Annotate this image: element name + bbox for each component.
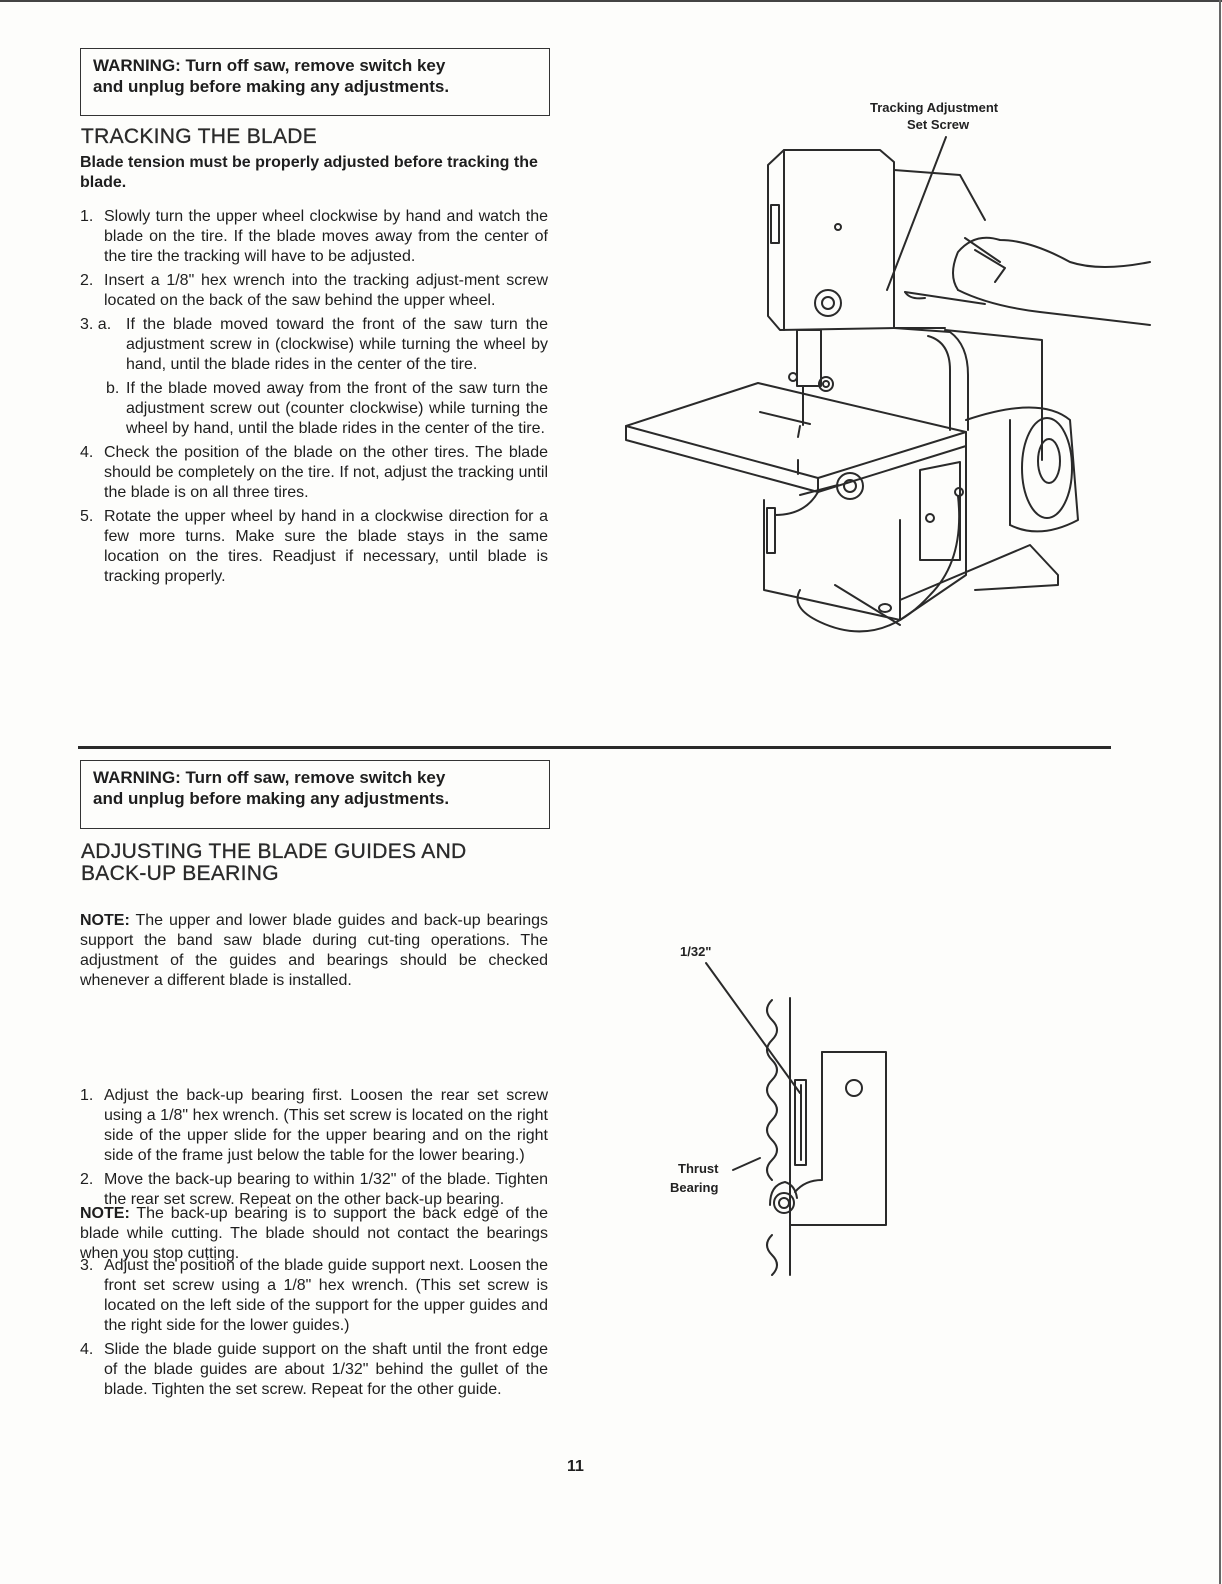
note-text: The upper and lower blade guides and back-up bearings support the band saw blade during cut-ting operations. The adjustment of the guides and bearings should be checked whenever a different blade is installed. — [80, 912, 548, 989]
heading-line-2: BACK-UP BEARING — [81, 862, 279, 885]
step-text: Slide the blade guide support on the shaft until the front edge of the blade guides are about 1/32" behind the gullet of the blade. Tighten the set screw. Repeat for the other guide. — [104, 1341, 548, 1398]
heading-tracking-the-blade: TRACKING THE BLADE — [81, 125, 318, 148]
step-text: Adjust the position of the blade guide support next. Loosen the front set screw using a 1/8" hex wrench. (This set screw is located on the left side of the support for the upper guides and the right side for the lower guides.) — [104, 1257, 548, 1334]
thrust-bearing-illustration — [706, 963, 886, 1275]
step-number: 2. — [80, 1171, 94, 1188]
step-number: 1. — [80, 208, 94, 225]
page-number: 11 — [567, 1458, 584, 1475]
step-text: Check the position of the blade on the other tires. The blade should be completely on the tire. If not, adjust the tracking until the blade is on all three tires. — [104, 444, 548, 501]
band-saw-illustration — [626, 137, 1150, 631]
step-number: 4. — [80, 444, 94, 461]
warning-line-1: WARNING: Turn off saw, remove switch key — [93, 768, 446, 787]
step-text: Rotate the upper wheel by hand in a clockwise direction for a few more turns. Make sure the blade stays in the same location on the tires. Readjust if necessary, until blade is tracking properly. — [104, 508, 548, 585]
step-text: If the blade moved away from the front of the saw turn the adjustment screw out (counter clockwise) while turning the wheel by hand, until the blade rides in the center of the tire. — [126, 380, 548, 437]
figure-label-thrust: Thrust — [678, 1161, 719, 1176]
tracking-subheading: Blade tension must be properly adjusted before tracking the blade. — [80, 154, 538, 191]
step-number: b. — [106, 380, 120, 397]
step-number: 4. — [80, 1341, 94, 1358]
figure-label-bearing: Bearing — [670, 1180, 719, 1195]
step-number: 3. — [80, 1257, 94, 1274]
figure-label-gap: 1/32" — [680, 944, 712, 959]
step-text: Adjust the back-up bearing first. Loosen the rear set screw using a 1/8" hex wrench. (This set screw is located on the right side of the upper slide for the upper bearing and on the right side of the frame just below the table for the lower bearing.) — [104, 1087, 548, 1164]
step-text: If the blade moved toward the front of the saw turn the adjustment screw in (clockwise) while turning the wheel by hand, until the blade rides in the center of the tire. — [126, 316, 548, 373]
warning-line-2: and unplug before making any adjustments. — [93, 789, 450, 808]
step-number: 1. — [80, 1087, 94, 1104]
step-number: 5. — [80, 508, 94, 525]
heading-line-1: ADJUSTING THE BLADE GUIDES AND — [81, 840, 467, 863]
note-label: NOTE: — [80, 912, 130, 929]
figure-label-set-screw: Set Screw — [907, 117, 970, 132]
note-text: The back-up bearing is to support the back edge of the blade while cutting. The blade should not contact the bearings when you stop cutting. — [80, 1205, 548, 1262]
step-number: 3. a. — [80, 316, 112, 333]
warning-line-1: WARNING: Turn off saw, remove switch key — [93, 56, 446, 75]
step-text: Slowly turn the upper wheel clockwise by hand and watch the blade on the tire. If the blade moves away from the center of the tire the tracking will have to be adjusted. — [104, 208, 548, 265]
step-text: Insert a 1/8" hex wrench into the tracking adjust-ment screw located on the back of the saw behind the upper wheel. — [104, 272, 548, 309]
note-label: NOTE: — [80, 1205, 130, 1222]
step-number: 2. — [80, 272, 94, 289]
figure-label-tracking-adjustment: Tracking Adjustment — [870, 100, 999, 115]
step-text: Move the back-up bearing to within 1/32" of the blade. Tighten the rear set screw. Repeat on the other back-up bearing. — [104, 1171, 548, 1208]
warning-line-2: and unplug before making any adjustments. — [93, 77, 450, 96]
